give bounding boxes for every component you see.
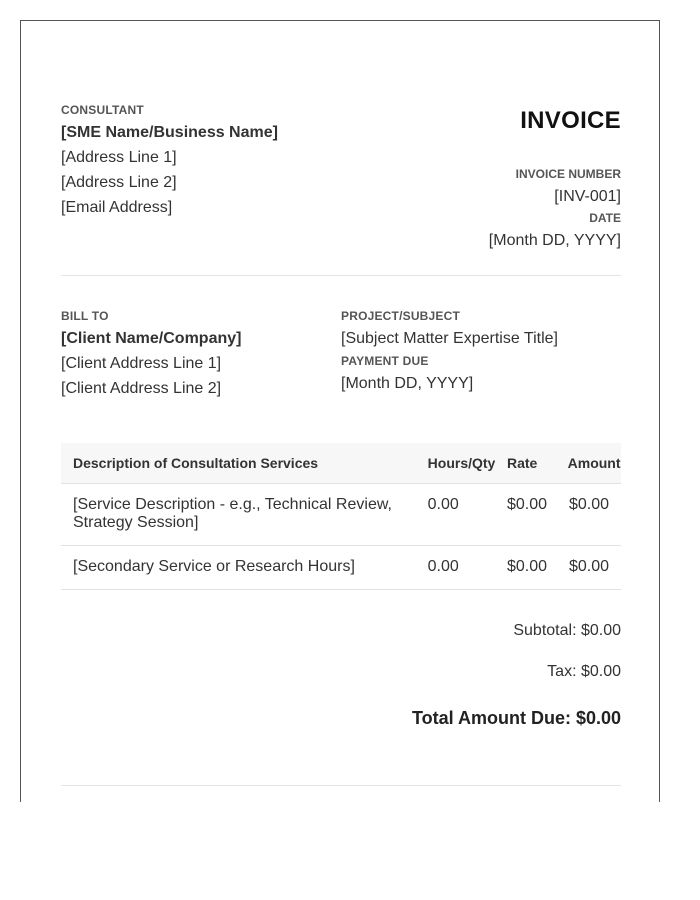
consultant-label: CONSULTANT (61, 103, 144, 117)
invoice-number-value: [INV-001] (554, 188, 621, 205)
row-amount: $0.00 (556, 546, 621, 590)
column-header-description: Description of Consultation Services (61, 443, 416, 484)
invoice-date-value: [Month DD, YYYY] (488, 232, 621, 249)
payment-due-label: PAYMENT DUE (341, 354, 429, 368)
bill-to-section (61, 309, 341, 399)
tax: Tax: $0.00 (547, 663, 621, 680)
table-header-row (61, 443, 621, 484)
bill-to-label: BILL TO (61, 309, 109, 323)
consultant-address-line-1: [Address Line 1] (61, 149, 177, 166)
invoice-title: INVOICE (520, 107, 621, 134)
client-name: [Client Name/Company] (61, 330, 242, 347)
table-row (61, 484, 621, 546)
project-subject-value: [Subject Matter Expertise Title] (341, 330, 558, 347)
row-rate: $0.00 (495, 546, 556, 590)
consultant-address-line-2: [Address Line 2] (61, 174, 177, 191)
row-description: [Secondary Service or Research Hours] (61, 546, 416, 590)
invoice-date-label: DATE (589, 211, 621, 225)
header-divider (61, 275, 621, 276)
row-rate: $0.00 (495, 484, 556, 546)
project-section (341, 309, 621, 394)
row-hours: 0.00 (416, 546, 495, 590)
row-description: [Service Description - e.g., Technical Review, Strategy Session] (61, 484, 416, 546)
column-header-hours: Hours/Qty (416, 443, 495, 484)
consultant-section (61, 103, 361, 218)
client-address-line-1: [Client Address Line 1] (61, 355, 222, 372)
services-table (61, 443, 621, 590)
consultant-email: [Email Address] (61, 199, 173, 216)
invoice-meta-section (361, 107, 621, 251)
row-hours: 0.00 (416, 484, 495, 546)
column-header-rate: Rate (495, 443, 556, 484)
totals-section (261, 621, 621, 729)
subtotal: Subtotal: $0.00 (513, 622, 621, 639)
client-address-line-2: [Client Address Line 2] (61, 380, 222, 397)
invoice-number-label: INVOICE NUMBER (515, 167, 621, 181)
invoice-page (20, 20, 660, 802)
payment-due-value: [Month DD, YYYY] (341, 375, 474, 392)
row-amount: $0.00 (556, 484, 621, 546)
table-row (61, 546, 621, 590)
column-header-amount: Amount (556, 443, 621, 484)
project-subject-label: PROJECT/SUBJECT (341, 309, 461, 323)
total-amount-due: Total Amount Due: $0.00 (411, 708, 621, 728)
footer-divider (61, 785, 621, 786)
consultant-name: [SME Name/Business Name] (61, 124, 278, 141)
